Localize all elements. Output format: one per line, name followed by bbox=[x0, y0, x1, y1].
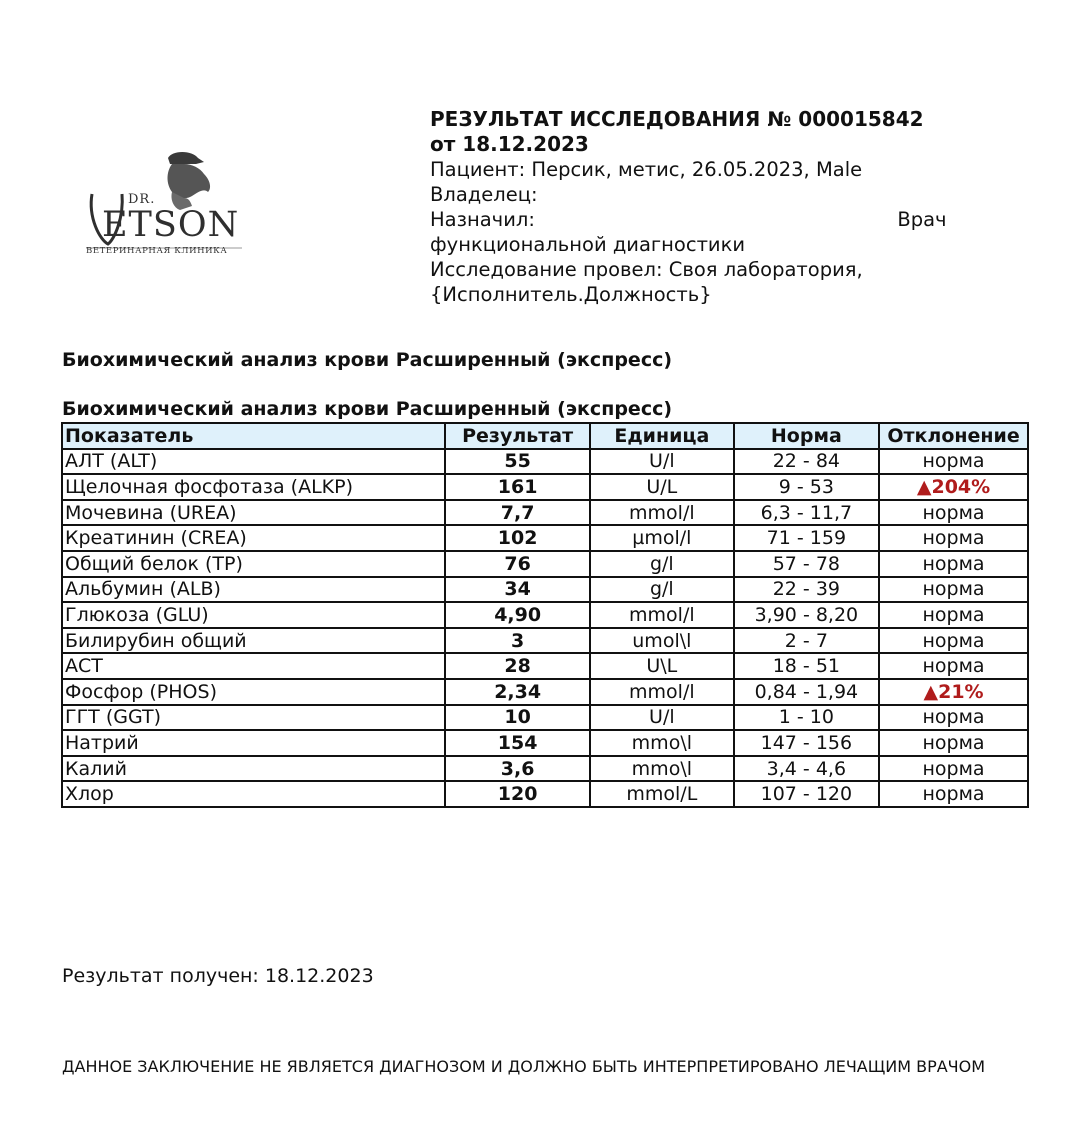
table-row bbox=[62, 500, 1028, 526]
deviation-value: ▲204% bbox=[879, 474, 1028, 500]
norm-range: 18 - 51 bbox=[734, 653, 879, 679]
unit-value: g/l bbox=[590, 577, 734, 603]
unit-value: mmol/L bbox=[590, 781, 734, 807]
deviation-value: норма bbox=[879, 577, 1028, 603]
unit-value: mmol/l bbox=[590, 500, 734, 526]
owner-info bbox=[430, 182, 990, 207]
table-row bbox=[62, 653, 1028, 679]
table-row bbox=[62, 449, 1028, 475]
deviation-value: ▲21% bbox=[879, 679, 1028, 705]
parameter-name: Общий белок (TP) bbox=[62, 551, 445, 577]
result-value: 154 bbox=[445, 730, 590, 756]
assigned-role-end: функциональной диагностики bbox=[430, 233, 746, 256]
result-value: 4,90 bbox=[445, 602, 590, 628]
unit-value: g/l bbox=[590, 551, 734, 577]
result-value: 2,34 bbox=[445, 679, 590, 705]
table-row bbox=[62, 551, 1028, 577]
deviation-value: норма bbox=[879, 653, 1028, 679]
result-value: 3 bbox=[445, 628, 590, 654]
redacted-doctor bbox=[541, 212, 891, 226]
table-row bbox=[62, 628, 1028, 654]
norm-range: 3,90 - 8,20 bbox=[734, 602, 879, 628]
report-title: РЕЗУЛЬТАТ ИССЛЕДОВАНИЯ № 000015842 bbox=[430, 107, 924, 131]
table-row bbox=[62, 705, 1028, 731]
norm-range: 9 - 53 bbox=[734, 474, 879, 500]
deviation-value: норма bbox=[879, 730, 1028, 756]
clinic-logo bbox=[80, 148, 250, 260]
result-value: 34 bbox=[445, 577, 590, 603]
assigned-role-start: Врач bbox=[897, 208, 947, 231]
parameter-name: АСТ bbox=[62, 653, 445, 679]
disclaimer: ДАННОЕ ЗАКЛЮЧЕНИЕ НЕ ЯВЛЯЕТСЯ ДИАГНОЗОМ И ДОЛЖНО БЫТЬ ИНТЕРПРЕТИРОВАНО ЛЕЧАЩИМ ВРАЧОМ bbox=[62, 1057, 986, 1076]
norm-range: 57 - 78 bbox=[734, 551, 879, 577]
result-value: 102 bbox=[445, 525, 590, 551]
table-row bbox=[62, 679, 1028, 705]
table-row bbox=[62, 756, 1028, 782]
logo-prefix: DR. bbox=[128, 192, 156, 207]
parameter-name: Альбумин (ALB) bbox=[62, 577, 445, 603]
deviation-value: норма bbox=[879, 602, 1028, 628]
patient-info: Пациент: Персик, метис, 26.05.2023, Male bbox=[430, 158, 863, 181]
section-title: Биохимический анализ крови Расширенный (экспресс) bbox=[62, 349, 673, 371]
redacted-owner bbox=[544, 187, 558, 201]
result-value: 7,7 bbox=[445, 500, 590, 526]
norm-range: 2 - 7 bbox=[734, 628, 879, 654]
parameter-name: АЛТ (ALT) bbox=[62, 449, 445, 475]
parameter-name: Щелочная фосфотаза (ALKP) bbox=[62, 474, 445, 500]
owner-label: Владелец: bbox=[430, 183, 538, 206]
table-row bbox=[62, 781, 1028, 807]
parameter-name: Фосфор (PHOS) bbox=[62, 679, 445, 705]
logo-brand: ETSON bbox=[102, 205, 240, 245]
performer-position: {Исполнитель.Должность} bbox=[430, 283, 712, 306]
unit-value: U\L bbox=[590, 653, 734, 679]
unit-value: mmo\l bbox=[590, 756, 734, 782]
deviation-value: норма bbox=[879, 551, 1028, 577]
deviation-value: норма bbox=[879, 781, 1028, 807]
assigned-label: Назначил: bbox=[430, 208, 535, 231]
report-date: от 18.12.2023 bbox=[430, 132, 589, 156]
table-header-row bbox=[62, 423, 1028, 449]
unit-value: mmo\l bbox=[590, 730, 734, 756]
parameter-name: ГГТ (GGT) bbox=[62, 705, 445, 731]
unit-value: U/l bbox=[590, 449, 734, 475]
deviation-value: норма bbox=[879, 756, 1028, 782]
column-header-deviation: Отклонение bbox=[879, 423, 1028, 449]
unit-value: U/L bbox=[590, 474, 734, 500]
column-header-unit: Единица bbox=[590, 423, 734, 449]
unit-value: mmol/l bbox=[590, 679, 734, 705]
parameter-name: Калий bbox=[62, 756, 445, 782]
deviation-value: норма bbox=[879, 705, 1028, 731]
column-header-result: Результат bbox=[445, 423, 590, 449]
norm-range: 6,3 - 11,7 bbox=[734, 500, 879, 526]
column-header-norm: Норма bbox=[734, 423, 879, 449]
norm-range: 147 - 156 bbox=[734, 730, 879, 756]
norm-range: 71 - 159 bbox=[734, 525, 879, 551]
parameter-name: Креатинин (CREA) bbox=[62, 525, 445, 551]
deviation-value: норма bbox=[879, 500, 1028, 526]
table-row bbox=[62, 474, 1028, 500]
norm-range: 0,84 - 1,94 bbox=[734, 679, 879, 705]
unit-value: U/l bbox=[590, 705, 734, 731]
parameter-name: Билирубин общий bbox=[62, 628, 445, 654]
unit-value: mmol/l bbox=[590, 602, 734, 628]
deviation-value: норма bbox=[879, 628, 1028, 654]
result-value: 3,6 bbox=[445, 756, 590, 782]
norm-range: 3,4 - 4,6 bbox=[734, 756, 879, 782]
table-row bbox=[62, 577, 1028, 603]
norm-range: 22 - 84 bbox=[734, 449, 879, 475]
results-table bbox=[61, 422, 1029, 808]
norm-range: 107 - 120 bbox=[734, 781, 879, 807]
unit-value: µmol/l bbox=[590, 525, 734, 551]
column-header-parameter: Показатель bbox=[62, 423, 445, 449]
parameter-name: Хлор bbox=[62, 781, 445, 807]
table-row bbox=[62, 525, 1028, 551]
result-received-date: Результат получен: 18.12.2023 bbox=[62, 965, 374, 987]
result-value: 76 bbox=[445, 551, 590, 577]
result-value: 10 bbox=[445, 705, 590, 731]
norm-range: 22 - 39 bbox=[734, 577, 879, 603]
performed-by: Исследование провел: Своя лаборатория, bbox=[430, 258, 863, 281]
assigned-info bbox=[430, 207, 990, 232]
result-value: 161 bbox=[445, 474, 590, 500]
result-value: 55 bbox=[445, 449, 590, 475]
logo-subtitle: ВЕТЕРИНАРНАЯ КЛИНИКА bbox=[86, 246, 228, 256]
norm-range: 1 - 10 bbox=[734, 705, 879, 731]
parameter-name: Глюкоза (GLU) bbox=[62, 602, 445, 628]
result-value: 120 bbox=[445, 781, 590, 807]
parameter-name: Натрий bbox=[62, 730, 445, 756]
table-row bbox=[62, 602, 1028, 628]
table-title: Биохимический анализ крови Расширенный (экспресс) bbox=[62, 398, 673, 420]
unit-value: umol\l bbox=[590, 628, 734, 654]
deviation-value: норма bbox=[879, 449, 1028, 475]
parameter-name: Мочевина (UREA) bbox=[62, 500, 445, 526]
report-header bbox=[430, 107, 990, 307]
deviation-value: норма bbox=[879, 525, 1028, 551]
result-value: 28 bbox=[445, 653, 590, 679]
table-row bbox=[62, 730, 1028, 756]
